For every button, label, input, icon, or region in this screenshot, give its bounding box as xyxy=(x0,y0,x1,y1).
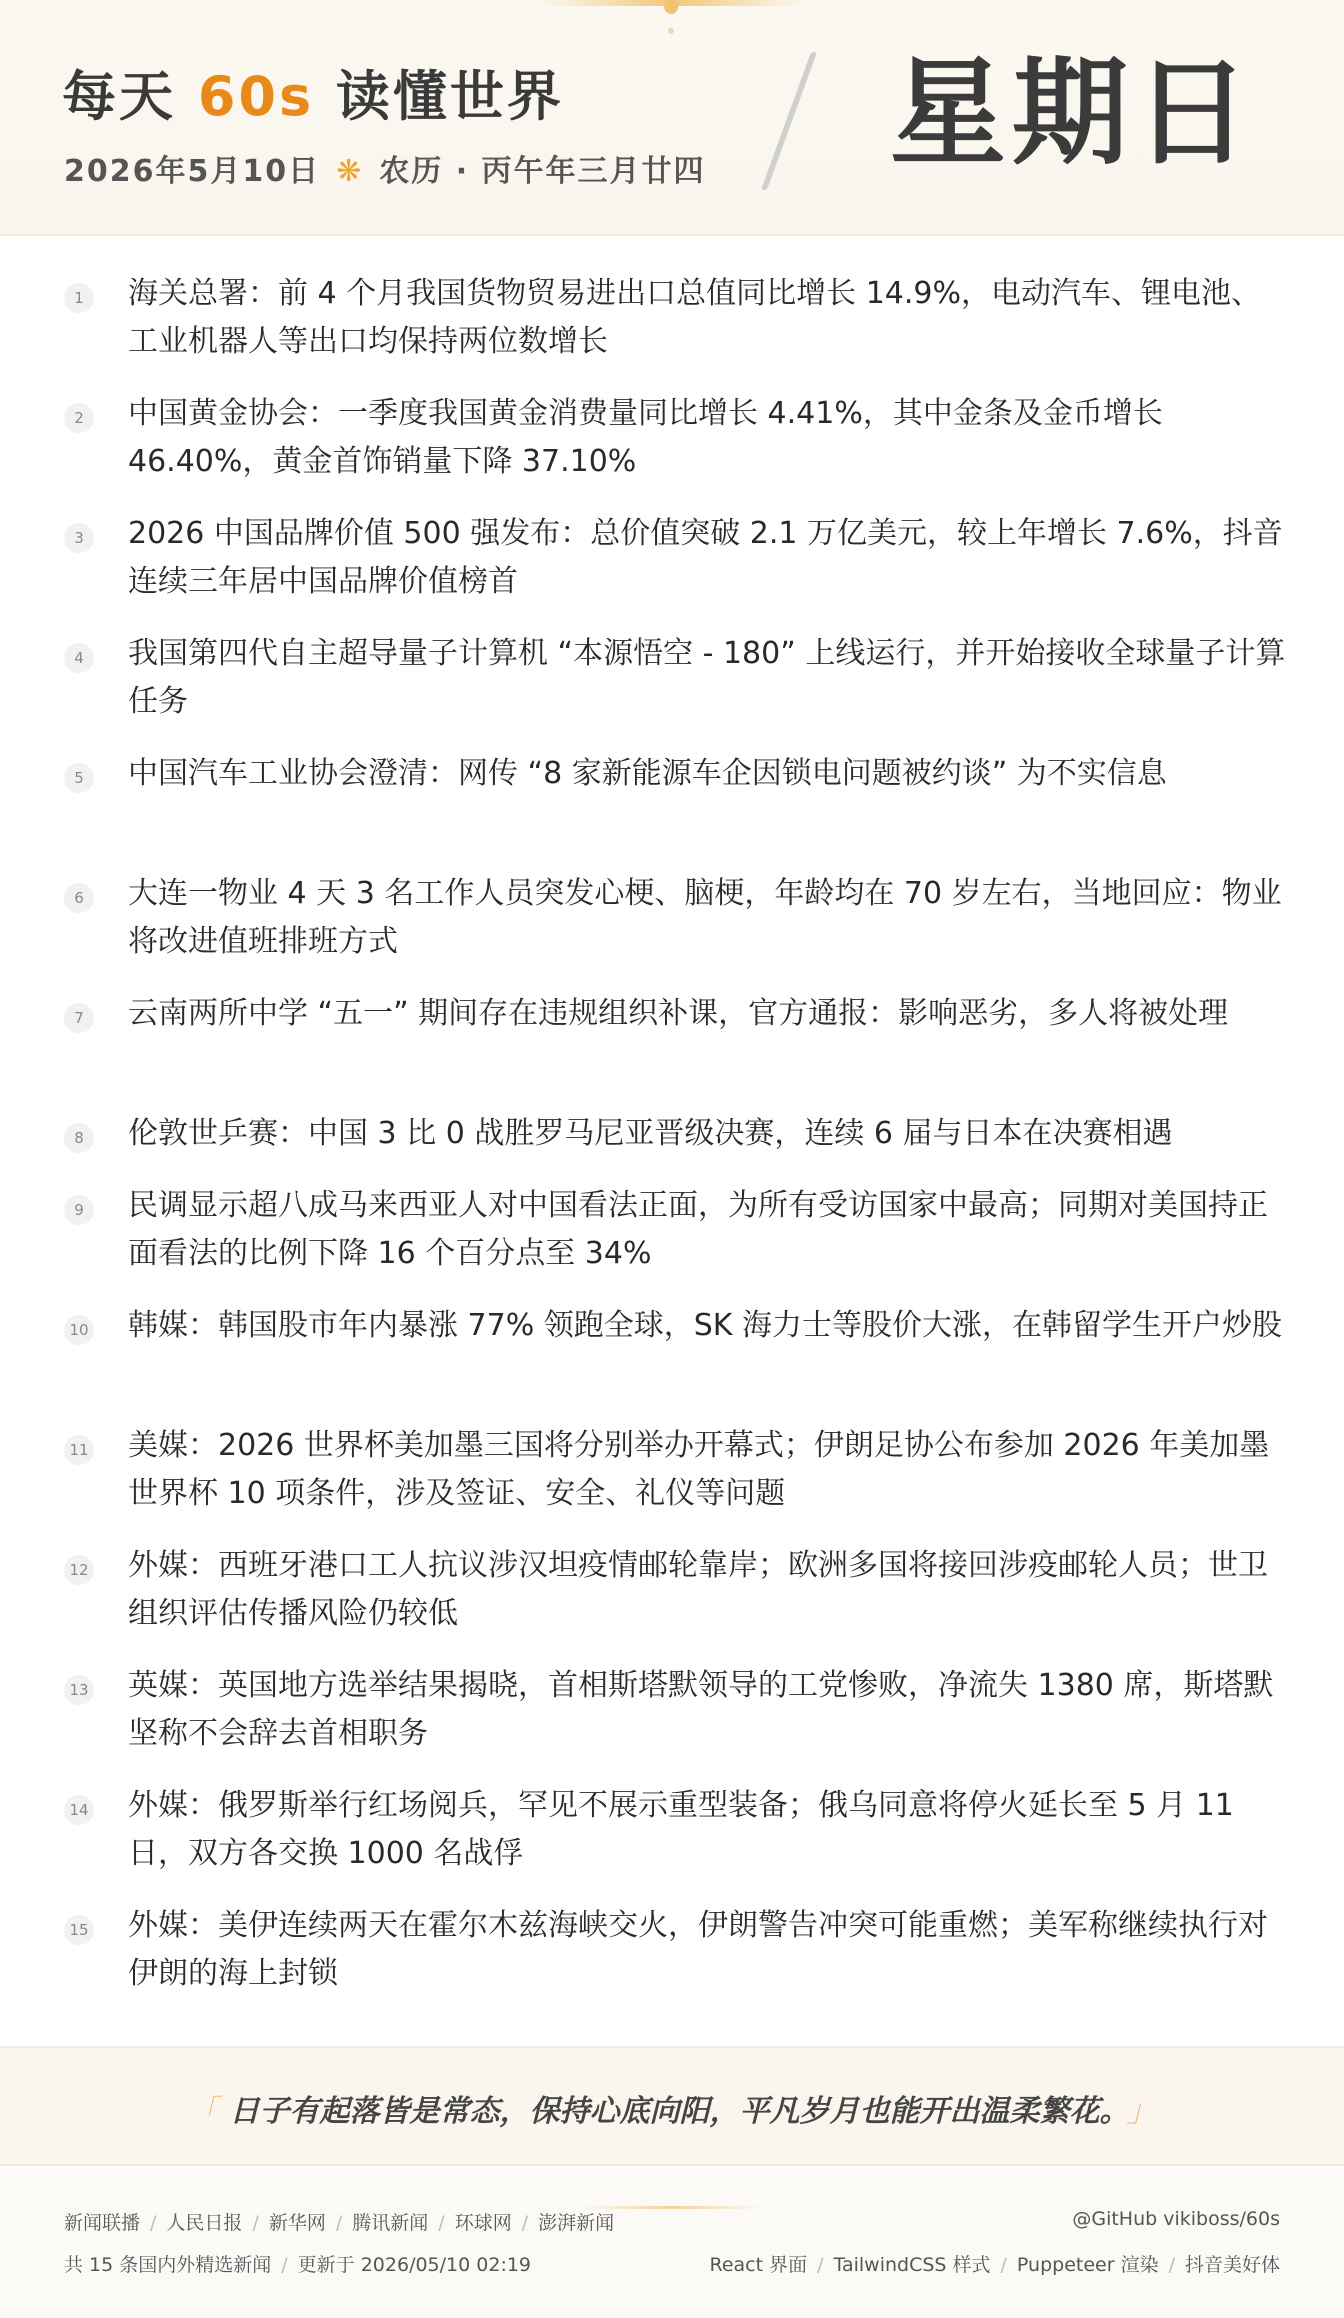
page-title xyxy=(62,54,564,131)
page-footer xyxy=(0,2166,1344,2318)
title-accent: 60s xyxy=(197,65,315,128)
news-text: 大连一物业 4 天 3 名工作人员突发心梗、脑梗，年龄均在 70 岁左右，当地回应：物业将改进值班排班方式 xyxy=(128,876,1282,959)
news-text: 中国汽车工业协会澄清：网传 “8 家新能源车企因锁电问题被约谈” 为不实信息 xyxy=(128,756,1167,791)
news-number: 14 xyxy=(64,1795,94,1825)
header-divider xyxy=(761,52,817,190)
weekday: 星期日 xyxy=(890,46,1256,181)
news-text: 海关总署：前 4 个月我国货物贸易进出口总值同比增长 14.9%，电动汽车、锂电池、工业机器人等出口均保持两位数增长 xyxy=(128,276,1261,359)
source-item: 新华网 xyxy=(268,2212,326,2234)
news-text: 云南两所中学 “五一” 期间存在违规组织补课，官方通报：影响恶劣，多人将被处理 xyxy=(128,996,1229,1031)
tech-item: React 界面 xyxy=(709,2254,808,2276)
source-item: 澎湃新闻 xyxy=(538,2212,615,2234)
news-number: 2 xyxy=(64,403,94,433)
tech-item: TailwindCSS 样式 xyxy=(833,2254,991,2276)
quote-open-mark: 「 xyxy=(187,2094,218,2129)
news-number: 9 xyxy=(64,1195,94,1225)
news-number: 4 xyxy=(64,643,94,673)
github-credit: @GitHub vikiboss/60s xyxy=(1072,2208,1280,2230)
title-suffix: 读懂世界 xyxy=(314,65,564,128)
divider: / xyxy=(1000,2254,1007,2276)
daily-quote xyxy=(0,2086,1344,2130)
flower-icon: ❋ xyxy=(336,154,364,189)
news-sources xyxy=(64,2208,614,2235)
source-item: 人民日报 xyxy=(166,2212,243,2234)
news-number: 3 xyxy=(64,523,94,553)
news-number: 6 xyxy=(64,883,94,913)
news-number: 1 xyxy=(64,283,94,313)
news-number: 7 xyxy=(64,1003,94,1033)
tech-item: 抖音美好体 xyxy=(1184,2254,1280,2276)
news-text: 我国第四代自主超导量子计算机 “本源悟空 - 180” 上线运行，并开始接收全球量子计算任务 xyxy=(128,636,1286,719)
quote-text: 日子有起落皆是常态，保持心底向阳，平凡岁月也能开出温柔繁花。 xyxy=(229,2094,1115,2129)
news-count: 共 15 条国内外精选新闻 xyxy=(64,2254,272,2276)
decorative-dot xyxy=(664,0,678,14)
news-number: 11 xyxy=(64,1435,94,1465)
daily-quote-box xyxy=(0,2046,1344,2166)
quote-close-mark: 」 xyxy=(1126,2094,1157,2129)
divider: / xyxy=(252,2212,259,2234)
news-text: 英媒：英国地方选举结果揭晓，首相斯塔默领导的工党惨败，净流失 1380 席，斯塔默坚称不会辞去首相职务 xyxy=(128,1668,1274,1751)
divider: / xyxy=(150,2212,157,2234)
news-number: 13 xyxy=(64,1675,94,1705)
news-number: 15 xyxy=(64,1915,94,1945)
divider: / xyxy=(335,2212,343,2234)
divider: / xyxy=(438,2212,445,2234)
divider: / xyxy=(281,2254,288,2276)
source-item: 腾讯新闻 xyxy=(352,2212,429,2234)
news-text: 外媒：美伊连续两天在霍尔木兹海峡交火，伊朗警告冲突可能重燃；美军称继续执行对伊朗的海上封锁 xyxy=(128,1908,1268,1991)
date-line xyxy=(64,146,706,190)
news-summary xyxy=(64,2250,531,2277)
page-header xyxy=(0,0,1344,236)
news-number: 8 xyxy=(64,1123,94,1153)
news-text: 民调显示超八成马来西亚人对中国看法正面，为所有受访国家中最高；同期对美国持正面看法的比例下降 16 个百分点至 34% xyxy=(128,1188,1268,1271)
divider: / xyxy=(817,2254,824,2276)
decorative-dot-small xyxy=(668,28,674,34)
gregorian-date: 2026年5月10日 xyxy=(64,154,321,189)
updated-time: 更新于 2026/05/10 02:19 xyxy=(297,2254,532,2276)
news-number: 12 xyxy=(64,1555,94,1585)
source-item: 新闻联播 xyxy=(64,2212,141,2234)
news-text: 韩媒：韩国股市年内暴涨 77% 领跑全球，SK 海力士等股价大涨，在韩留学生开户炒股 xyxy=(128,1308,1283,1343)
tech-stack xyxy=(709,2250,1280,2277)
lunar-date: 农历 · 丙午年三月廿四 xyxy=(379,154,706,189)
news-text: 2026 中国品牌价值 500 强发布：总价值突破 2.1 万亿美元，较上年增长 7.6%，抖音连续三年居中国品牌价值榜首 xyxy=(128,516,1283,599)
news-text: 伦敦世乒赛：中国 3 比 0 战胜罗马尼亚晋级决赛，连续 6 届与日本在决赛相遇 xyxy=(128,1116,1173,1151)
news-text: 美媒：2026 世界杯美加墨三国将分别举办开幕式；伊朗足协公布参加 2026 年美加墨世界杯 10 项条件，涉及签证、安全、礼仪等问题 xyxy=(128,1428,1270,1511)
tech-item: Puppeteer 渲染 xyxy=(1016,2254,1159,2276)
news-text: 中国黄金协会：一季度我国黄金消费量同比增长 4.41%，其中金条及金币增长 46.40%，黄金首饰销量下降 37.10% xyxy=(128,396,1163,479)
divider: / xyxy=(521,2212,529,2234)
news-number: 10 xyxy=(64,1315,94,1345)
news-text: 外媒：西班牙港口工人抗议涉汉坦疫情邮轮靠岸；欧洲多国将接回涉疫邮轮人员；世卫组织评估传播风险仍较低 xyxy=(128,1548,1268,1631)
source-item: 环球网 xyxy=(454,2212,512,2234)
title-prefix: 每天 xyxy=(62,65,198,128)
divider: / xyxy=(1168,2254,1175,2276)
news-number: 5 xyxy=(64,763,94,793)
news-text: 外媒：俄罗斯举行红场阅兵，罕见不展示重型装备；俄乌同意将停火延长至 5 月 11 日，双方各交换 1000 名战俘 xyxy=(128,1788,1234,1871)
